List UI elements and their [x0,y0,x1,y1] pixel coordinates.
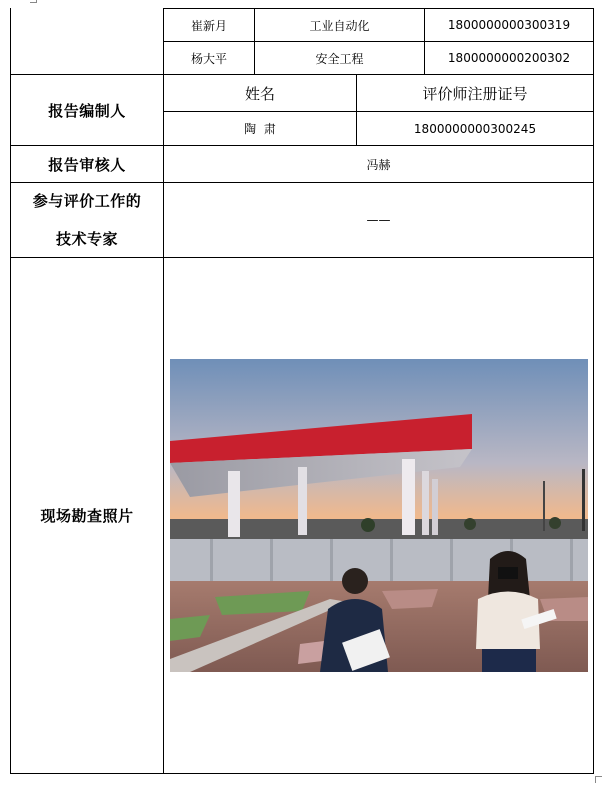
staff-major: 安全工程 [315,51,364,66]
compiler-person-cert: 1800000000300245 [413,121,537,136]
staff-name: 崔新月 [190,18,227,33]
reviewer-value: 冯赫 [366,157,391,172]
experts-label [11,183,163,257]
compiler-person-name: 陶 肃 [244,122,276,136]
staff-cert: 1800000000300319 [447,18,571,32]
corner-mark-bottom-right [595,776,602,783]
staff-major: 工业自动化 [309,18,370,33]
experts-value: —— [366,213,391,227]
site-photo [170,359,588,672]
column-header-name: 姓名 [244,84,275,103]
experts-label-line2: 技术专家 [55,230,118,248]
staff-name: 杨大平 [190,51,227,66]
compiler-label: 报告编制人 [48,101,126,120]
staff-cert: 1800000000200302 [447,51,571,65]
table-rule [10,773,594,774]
gas-station-photo [170,359,588,672]
corner-mark-top-left [30,0,37,3]
reviewer-label: 报告审核人 [48,155,126,174]
site-photo-label: 现场勘查照片 [40,507,134,525]
table-rule [593,8,594,774]
experts-label-line1: 参与评价工作的 [32,192,142,210]
column-header-cert: 评价师注册证号 [422,84,528,103]
